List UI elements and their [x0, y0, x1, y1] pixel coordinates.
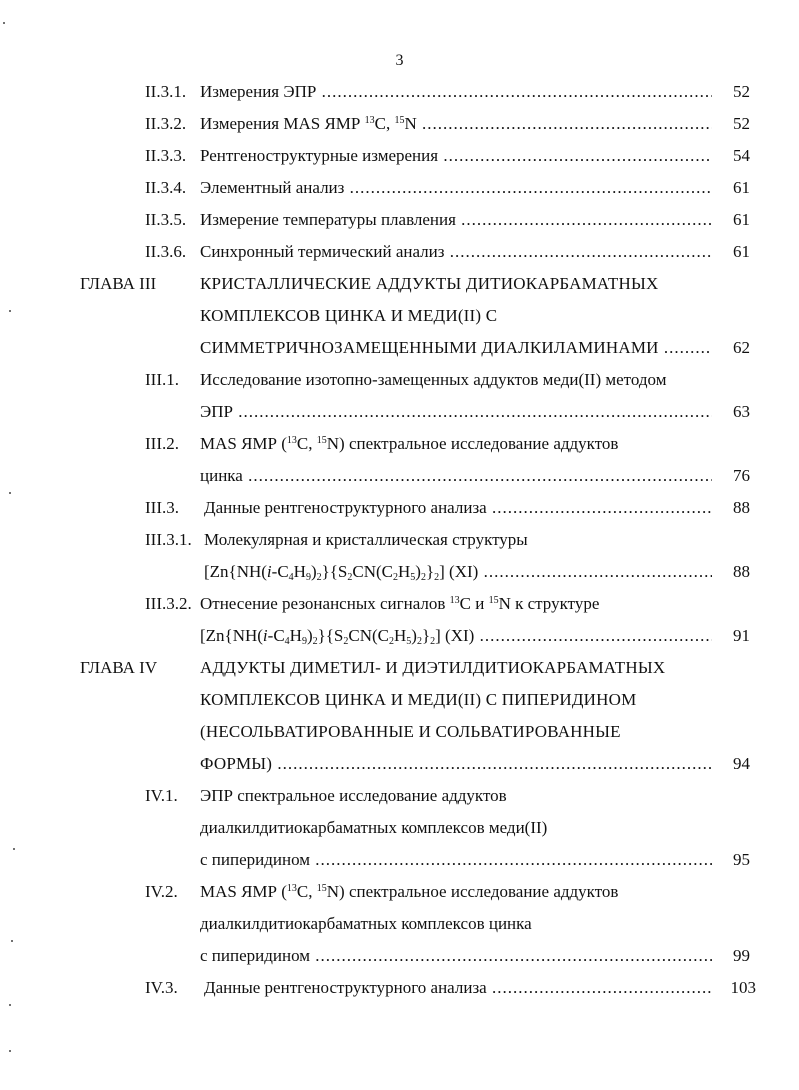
chapter-title-line: СИММЕТРИЧНОЗАМЕЩЕННЫМИ ДИАЛКИЛАМИНАМИ .....	[200, 336, 712, 360]
chapter-label: ГЛАВА IV	[80, 658, 158, 677]
section-title-cont: диалкилдитиокарбаматных комплексов цинка	[200, 914, 532, 933]
toc-entry-iii-3-2-formula	[0, 624, 799, 648]
page-ref: 88	[733, 498, 750, 517]
toc-entry-iv-1	[0, 784, 799, 808]
toc-entry-iv-2-cont	[0, 912, 799, 936]
toc-entry-iii-1-cont	[0, 400, 799, 424]
section-title-cont: ЭПР .....	[200, 400, 712, 424]
toc-entry-iv-1-cont	[0, 816, 799, 840]
page-ref: 63	[733, 402, 750, 421]
section-number: IV.3.	[145, 978, 178, 997]
page-ref: 52	[733, 82, 750, 101]
section-title: Измерение температуры плавления .....	[200, 208, 712, 232]
page-ref: 99	[733, 946, 750, 965]
chapter-title-line: ФОРМЫ) .....	[200, 752, 712, 776]
section-title: ЭПР спектральное исследование аддуктов	[200, 786, 507, 805]
toc-entry-iv-1-last	[0, 848, 799, 872]
toc-entry-iii-3-1	[0, 528, 799, 552]
section-title-cont: с пиперидином .....	[200, 848, 712, 872]
section-title: MAS ЯМР ($^{13}$C, $^{15}$N) спектральное исследование аддуктов	[200, 434, 619, 453]
chapter-3-heading-cont	[0, 304, 799, 328]
page-ref: 61	[733, 210, 750, 229]
chapter-title-line: КОМПЛЕКСОВ ЦИНКА И МЕДИ(II) С	[200, 306, 498, 325]
section-title: Отнесение резонансных сигналов $^{13}$C и $^{15}$N к структуре	[200, 594, 600, 613]
scan-speck	[9, 310, 11, 312]
chapter-title-line: КОМПЛЕКСОВ ЦИНКА И МЕДИ(II) С ПИПЕРИДИНОМ	[200, 690, 637, 709]
section-number: III.3.	[145, 498, 179, 517]
section-title: MAS ЯМР ($^{13}$C, $^{15}$N) спектральное исследование аддуктов	[200, 882, 619, 901]
section-title: Синхронный термический анализ .....	[200, 240, 712, 264]
chapter-title-line: КРИСТАЛЛИЧЕСКИЕ АДДУКТЫ ДИТИОКАРБАМАТНЫХ	[200, 274, 659, 293]
chapter-4-heading-cont2	[0, 720, 799, 744]
chapter-4-heading	[0, 656, 799, 680]
chemical-formula: $[Zn\{NH(i-C_4H_9)_2\}\{S_2CN(C_2H_5)_2\}_2]$ (XI) .....	[200, 624, 712, 648]
scan-speck	[9, 1050, 11, 1052]
section-title: Рентгеноструктурные измерения .....	[200, 144, 712, 168]
chapter-4-heading-cont	[0, 688, 799, 712]
toc-entry-ii-3-1	[0, 80, 799, 104]
toc-entry-ii-3-3	[0, 144, 799, 168]
scan-speck	[3, 22, 5, 24]
toc-entry-iii-1	[0, 368, 799, 392]
toc-entry-iv-2	[0, 880, 799, 904]
chapter-title-line: (НЕСОЛЬВАТИРОВАННЫЕ И СОЛЬВАТИРОВАННЫЕ	[200, 722, 621, 741]
toc-entry-iii-3	[0, 496, 799, 520]
toc-entry-iii-3-2	[0, 592, 799, 616]
section-number: IV.1.	[145, 786, 178, 805]
toc-entry-iv-3	[0, 976, 799, 1000]
page-ref: 76	[733, 466, 750, 485]
chapter-label: ГЛАВА III	[80, 274, 157, 293]
toc-entry-ii-3-6	[0, 240, 799, 264]
section-number: III.3.1.	[145, 530, 192, 549]
chapter-title-line: АДДУКТЫ ДИМЕТИЛ- И ДИЭТИЛДИТИОКАРБАМАТНЫХ	[200, 658, 666, 677]
page-ref: 52	[733, 114, 750, 133]
page-ref: 103	[730, 978, 756, 997]
scan-speck	[9, 492, 11, 494]
section-title: Элементный анализ .....	[200, 176, 712, 200]
page-ref: 94	[733, 754, 750, 773]
section-title-cont: цинка .....	[200, 464, 712, 488]
scan-speck	[9, 1004, 11, 1006]
section-title: Измерения MAS ЯМР $^{13}$C, $^{15}$N .....	[200, 112, 712, 136]
section-title: Данные рентгеноструктурного анализа .....	[204, 976, 712, 1000]
section-title: Измерения ЭПР .....	[200, 80, 712, 104]
toc-entry-ii-3-5	[0, 208, 799, 232]
section-number: III.3.2.	[145, 594, 192, 613]
section-title-cont: диалкилдитиокарбаматных комплексов меди(II)	[200, 818, 548, 837]
section-number: II.3.2.	[145, 114, 187, 133]
page-ref: 62	[733, 338, 750, 357]
chapter-4-heading-last	[0, 752, 799, 776]
toc-entry-iv-2-last	[0, 944, 799, 968]
toc-entry-ii-3-2	[0, 112, 799, 136]
section-number: II.3.6.	[145, 242, 187, 261]
toc-entry-iii-2-cont	[0, 464, 799, 488]
section-title-cont: с пиперидином .....	[200, 944, 712, 968]
section-number: II.3.1.	[145, 82, 187, 101]
page-ref: 95	[733, 850, 750, 869]
page-ref: 88	[733, 562, 750, 581]
section-number: III.1.	[145, 370, 179, 389]
chemical-formula: $[Zn\{NH(i-C_4H_9)_2\}\{S_2CN(C_2H_5)_2\}_2]$ (XI) .....	[204, 560, 712, 584]
toc-entry-iii-2	[0, 432, 799, 456]
section-title: Исследование изотопно-замещенных аддуктов меди(II) методом	[200, 370, 667, 389]
page-ref: 61	[733, 178, 750, 197]
page-ref: 54	[733, 146, 750, 165]
page-number: 3	[395, 52, 404, 69]
section-title: Молекулярная и кристаллическая структуры	[204, 530, 528, 549]
section-number: II.3.5.	[145, 210, 187, 229]
section-title: Данные рентгеноструктурного анализа .....	[204, 496, 712, 520]
scan-speck	[11, 940, 13, 942]
section-number: IV.2.	[145, 882, 178, 901]
section-number: III.2.	[145, 434, 179, 453]
page-ref: 61	[733, 242, 750, 261]
scan-speck	[13, 848, 15, 850]
section-number: II.3.3.	[145, 146, 187, 165]
chapter-3-heading	[0, 272, 799, 296]
section-number: II.3.4.	[145, 178, 187, 197]
toc-entry-iii-3-1-formula	[0, 560, 799, 584]
toc-entry-ii-3-4	[0, 176, 799, 200]
chapter-3-heading-last	[0, 336, 799, 360]
page-ref: 91	[733, 626, 750, 645]
